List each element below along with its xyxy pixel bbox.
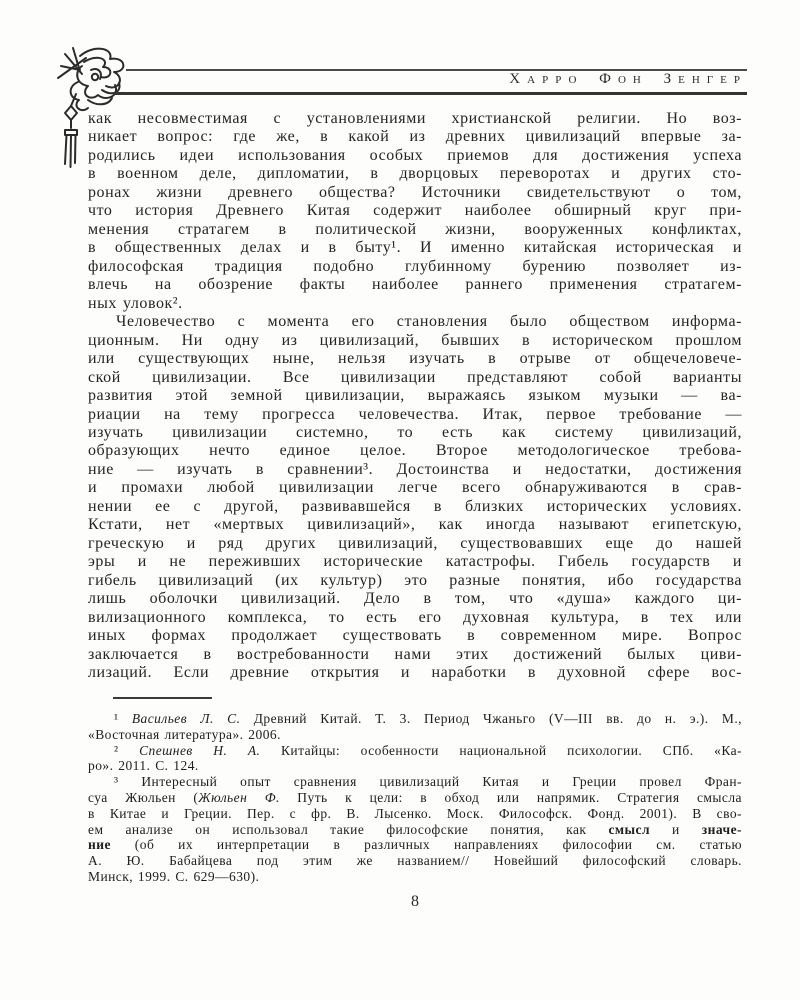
running-head-title: Харро Фон Зенгер	[509, 71, 747, 87]
body-line: лизаций. Если древние открытия и наработки в духовной сфере вос-	[88, 664, 742, 682]
body-line: иных формах продолжает существовать в современном мире. Вопрос	[88, 627, 742, 645]
body-line: в военном деле, дипломатии, в дворцовых переворотах и других сто-	[88, 165, 742, 183]
body-line: в общественных делах и в быту¹. И именно китайская историческая и	[88, 239, 742, 257]
footnote-line	[88, 774, 742, 790]
body-line: ской цивилизации. Все цивилизации представляют собой варианты	[88, 368, 742, 386]
body-line: заключается в востребованности нами этих достижений былых циви-	[88, 645, 742, 663]
footnote-line	[88, 837, 742, 853]
footnote-text-segment: А. Ю. Бабайцева под этим же названием// Новейший философский словарь.	[88, 853, 742, 869]
body-line: гибель цивилизаций (их культур) это разные понятия, ибо государства	[88, 571, 742, 589]
page-number: 8	[411, 893, 419, 910]
footnote-text-segment: Жюльен Ф.	[198, 789, 280, 805]
body-line: образующих нечто единое целое. Второе методологическое требова-	[88, 442, 742, 460]
footnote-text-segment: в Китае и Греции. Пер. с фр. В. Лысенко. Моск. Философск. Фонд. 2001). В сво-	[88, 805, 742, 821]
footnote-line	[88, 711, 742, 727]
body-line: эры и не переживших исторические катастрофы. Гибель государств и	[88, 553, 742, 571]
footnote-line	[88, 727, 742, 743]
body-line: ние — изучать в сравнении³. Достоинства и недостатки, достижения	[88, 460, 742, 478]
footnote-text-segment: ³ Интересный опыт сравнения цивилизаций Китая и Греции провел Фран-	[114, 774, 742, 790]
body-line: изучать цивилизации системно, то есть как систему цивилизаций,	[88, 423, 742, 441]
header-rule-bottom	[113, 92, 747, 95]
footnote-text-segment: ние	[88, 837, 111, 853]
footnote-text-segment: Китайцы: особенности национальной психологии. СПб. «Ка-	[260, 742, 742, 758]
body-line: греческую и ряд других цивилизаций, существовавших еще до нашей	[88, 534, 742, 552]
body-line: лишь оболочки цивилизаций. Дело в том, что «душа» каждого ци-	[88, 590, 742, 608]
footnote-line	[88, 806, 742, 822]
footnote-text-segment: ¹	[114, 711, 132, 726]
body-line: ционным. Ни одну из цивилизаций, бывших в историческом прошлом	[88, 331, 742, 349]
footnote-text-segment: Древний Китай. Т. 3. Период Чжаньго (V—III вв. до н. э.). М.,	[240, 711, 742, 726]
body-line: развития этой земной цивилизации, выражаясь языком музыки — ва-	[88, 387, 742, 405]
footnote-text-segment: и	[650, 821, 702, 837]
footnote-line	[88, 758, 742, 774]
footnote-text-segment: «Восточная литература». 2006.	[88, 726, 281, 742]
body-line: Кстати, нет «мертвых цивилизаций», как иногда называют египетскую,	[88, 516, 742, 534]
body-line: никает вопрос: где же, в какой из древних цивилизаций впервые за-	[88, 128, 742, 146]
footnote-text-segment: (об их интерпретации в различных направлениях философии см. статью	[110, 837, 742, 853]
footnote-text-segment: суа Жюльен (	[88, 789, 199, 805]
body-line: родились идеи использования особых приемов для достижения успеха	[88, 146, 742, 164]
footnote-separator-rule	[113, 697, 212, 699]
body-line: ронах жизни древнего общества? Источники свидетельствуют о том,	[88, 183, 742, 201]
body-line: как несовместимая с установлениями христианской религии. Но воз-	[88, 110, 742, 127]
body-line: влечь на обозрение факты наиболее раннего применения стратагем-	[88, 276, 742, 294]
footnote-text-segment: Минск, 1999. С. 629—630).	[88, 868, 260, 884]
body-line: риации на тему прогресса человечества. Итак, первое требование —	[88, 405, 742, 423]
footnote-text-segment: Путь к цели: в обход или напрямик. Стратегия смысла	[279, 789, 742, 805]
body-line: менения стратагем в политической жизни, вооруженных конфликтах,	[88, 220, 742, 238]
footnote-text-segment: ро». 2011. С. 124.	[88, 758, 199, 774]
body-line: или существующих ныне, нельзя изучать в отрыве от общечеловече-	[88, 350, 742, 368]
footnote-line	[88, 790, 742, 806]
body-line: что история Древнего Китая содержит наиболее обширный круг при-	[88, 202, 742, 220]
footnotes-block	[88, 711, 742, 885]
body-line: нении ее с другой, развивавшейся в близких исторических условиях.	[88, 497, 742, 515]
footnote-text-segment: ем анализе он использовал такие философские понятия, как	[88, 821, 609, 837]
body-line: вилизационного комплекса, то есть его духовная культура, в тех или	[88, 608, 742, 626]
footnote-line	[88, 822, 742, 838]
footnote-line	[88, 743, 742, 759]
footnote-text-segment: значе-	[701, 821, 742, 837]
footnote-text-segment: Спешнев Н. А.	[139, 742, 261, 758]
body-line: ных уловок².	[88, 294, 183, 312]
footnote-line	[88, 853, 742, 869]
footnote-text-segment: Васильев Л. С.	[131, 711, 241, 726]
body-line: и промахи любой цивилизации легче всего обнаруживаются в срав-	[88, 479, 742, 497]
footnote-line	[88, 869, 742, 885]
body-line: Человечество с момента его становления было обществом информа-	[116, 313, 742, 331]
footnote-text-segment: смысл	[608, 821, 650, 837]
footnote-text-segment: ²	[114, 742, 140, 758]
body-text	[88, 110, 742, 683]
body-line: философская традиция подобно глубинному бурению позволяет из-	[88, 257, 742, 275]
